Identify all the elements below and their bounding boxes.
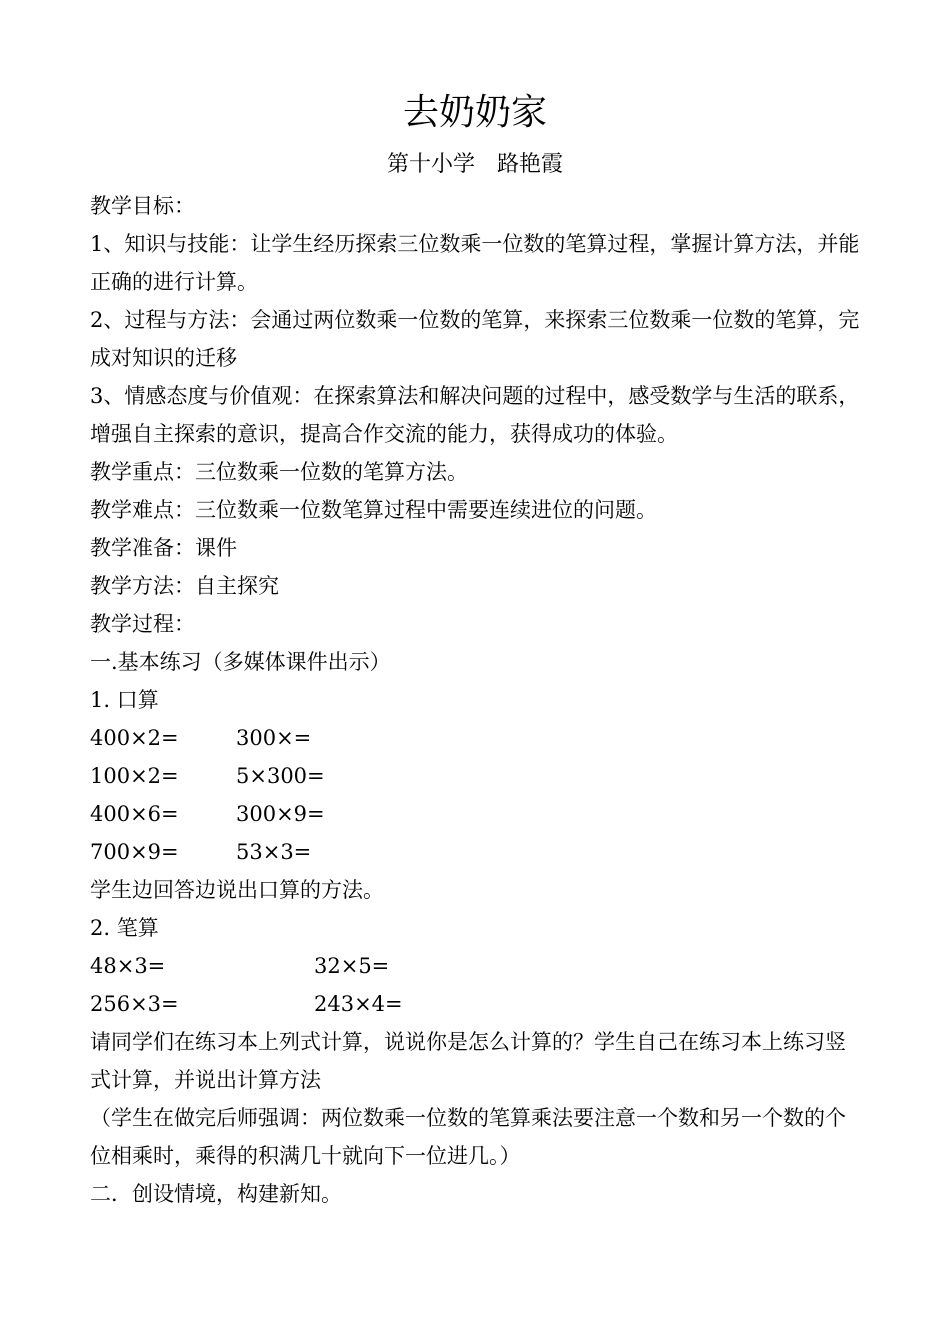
- document-subtitle: 第十小学 路艳霞: [386, 152, 563, 177]
- document-body: [90, 187, 865, 1213]
- teaching-method: 教学方法：自主探究: [90, 574, 279, 598]
- oral-exercise: 300×=: [236, 726, 312, 750]
- oral-row: [90, 719, 865, 757]
- oral-exercise: 300×9=: [236, 802, 325, 826]
- section-1-heading: 一.基本练习（多媒体课件出示）: [90, 650, 391, 674]
- objective-2: 2、过程与方法：会通过两位数乘一位数的笔算，来探索三位数乘一位数的笔算，完成对知识的迁移: [90, 308, 860, 370]
- preparation: 教学准备：课件: [90, 536, 237, 560]
- objectives-heading: 教学目标：: [90, 194, 195, 218]
- written-exercise: 48×3=: [90, 954, 166, 978]
- objective-3: 3、情感态度与价值观：在探索算法和解决问题的过程中，感受数学与生活的联系，增强自主探索的意识，提高合作交流的能力，获得成功的体验。: [90, 384, 860, 446]
- written-exercise: 256×3=: [90, 992, 179, 1016]
- written-note: 请同学们在练习本上列式计算，说说你是怎么计算的？学生自己在练习本上练习竖式计算，并说出计算方法: [90, 1030, 846, 1092]
- difficulty: 教学难点：三位数乘一位数笔算过程中需要连续进位的问题。: [90, 498, 657, 522]
- oral-row: [90, 833, 865, 871]
- oral-row: [90, 795, 865, 833]
- oral-exercise: 53×3=: [236, 840, 312, 864]
- written-exercise: 32×5=: [314, 954, 390, 978]
- process-heading: 教学过程：: [90, 612, 195, 636]
- oral-note: 学生边回答边说出口算的方法。: [90, 878, 384, 902]
- written-row: [90, 947, 865, 985]
- oral-exercise: 100×2=: [90, 764, 179, 788]
- section-2-heading: 二．创设情境，构建新知。: [90, 1182, 342, 1206]
- oral-exercise: 700×9=: [90, 840, 179, 864]
- oral-exercise: 400×6=: [90, 802, 179, 826]
- written-exercise: 243×4=: [314, 992, 403, 1016]
- document-title: 去奶奶家: [402, 92, 547, 133]
- teacher-note: （学生在做完后师强调：两位数乘一位数的笔算乘法要注意一个数和另一个数的个位相乘时，乘得的积满几十就向下一位进几。）: [90, 1106, 846, 1168]
- oral-exercise: 5×300=: [236, 764, 325, 788]
- oral-exercise: 400×2=: [90, 726, 179, 750]
- oral-heading: 1. 口算: [90, 688, 159, 712]
- key-point: 教学重点：三位数乘一位数的笔算方法。: [90, 460, 468, 484]
- written-row: [90, 985, 865, 1023]
- written-heading: 2. 笔算: [90, 916, 159, 940]
- objective-1: 1、知识与技能：让学生经历探索三位数乘一位数的笔算过程，掌握计算方法，并能正确的进行计算。: [90, 232, 860, 294]
- oral-row: [90, 757, 865, 795]
